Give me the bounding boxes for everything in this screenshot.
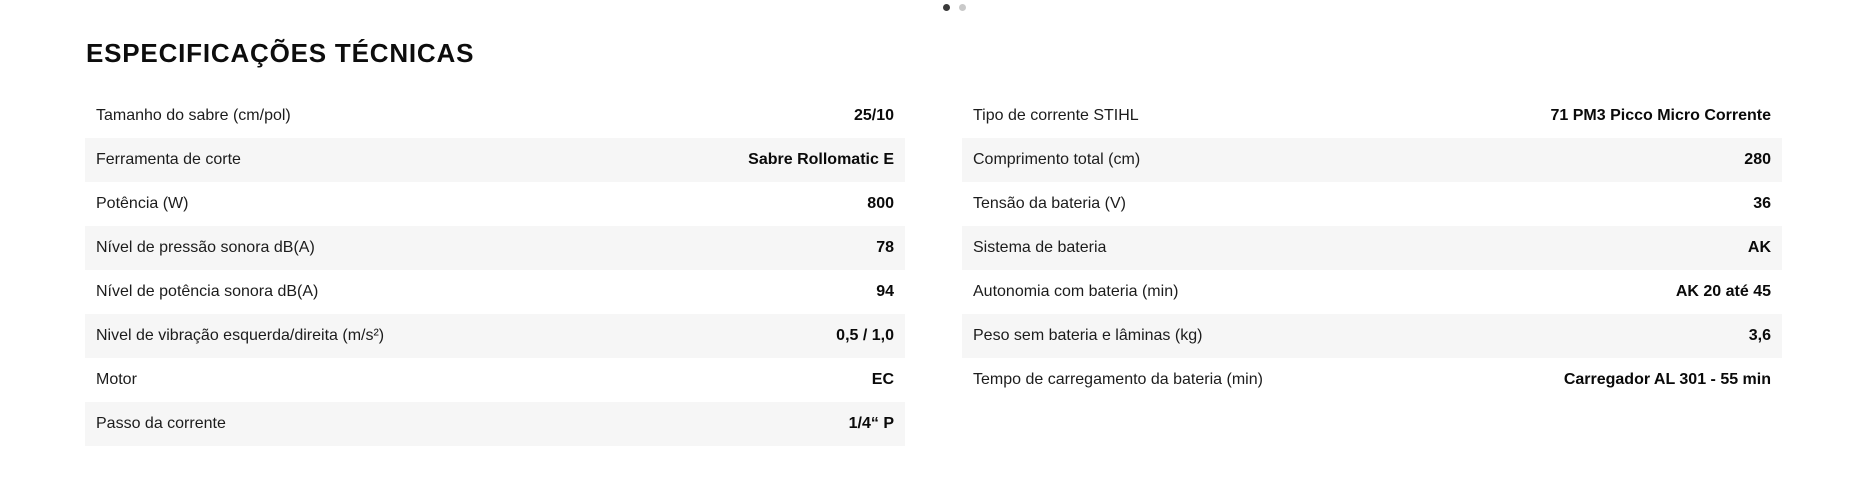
spec-label: Ferramenta de corte — [96, 151, 241, 168]
spec-label: Motor — [96, 371, 137, 388]
spec-label: Autonomia com bateria (min) — [973, 283, 1179, 300]
spec-value: 1/4“ P — [848, 415, 894, 432]
spec-value: AK 20 até 45 — [1675, 283, 1771, 300]
carousel-dot-2[interactable] — [959, 4, 966, 11]
spec-row — [85, 270, 905, 314]
spec-value: 0,5 / 1,0 — [836, 327, 894, 344]
carousel-dot-1[interactable] — [943, 4, 950, 11]
spec-label: Tempo de carregamento da bateria (min) — [973, 371, 1263, 388]
spec-row — [85, 358, 905, 402]
spec-row — [962, 314, 1782, 358]
spec-table-right — [962, 94, 1782, 446]
spec-row — [85, 314, 905, 358]
spec-row — [85, 226, 905, 270]
spec-row — [85, 94, 905, 138]
spec-value: 94 — [876, 283, 894, 300]
spec-row — [962, 138, 1782, 182]
spec-row — [85, 138, 905, 182]
spec-label: Passo da corrente — [96, 415, 226, 432]
spec-value: 78 — [876, 239, 894, 256]
spec-row — [962, 358, 1782, 402]
spec-value: Carregador AL 301 - 55 min — [1563, 371, 1771, 388]
spec-value: 71 PM3 Picco Micro Corrente — [1550, 107, 1771, 124]
spec-label: Potência (W) — [96, 195, 189, 212]
spec-label: Nível de pressão sonora dB(A) — [96, 239, 315, 256]
spec-label: Tensão da bateria (V) — [973, 195, 1126, 212]
spec-label: Nivel de vibração esquerda/direita (m/s²) — [96, 327, 385, 344]
spec-label: Peso sem bateria e lâminas (kg) — [973, 327, 1203, 344]
carousel-dots — [943, 4, 966, 11]
spec-value: Sabre Rollomatic E — [748, 151, 894, 168]
spec-value: 280 — [1744, 151, 1771, 168]
section-heading: ESPECIFICAÇÕES TÉCNICAS — [86, 38, 475, 68]
spec-label: Nível de potência sonora dB(A) — [96, 283, 319, 300]
spec-value: 36 — [1753, 195, 1771, 212]
spec-row — [85, 402, 905, 446]
spec-row — [962, 270, 1782, 314]
spec-label: Tipo de corrente STIHL — [973, 107, 1139, 124]
spec-row — [85, 182, 905, 226]
spec-value: 25/10 — [853, 107, 894, 124]
spec-label: Tamanho do sabre (cm/pol) — [96, 107, 291, 124]
spec-label: Sistema de bateria — [973, 239, 1107, 256]
spec-table-left — [85, 94, 905, 446]
spec-row — [962, 226, 1782, 270]
spec-row — [962, 94, 1782, 138]
spec-value: 3,6 — [1748, 327, 1771, 344]
spec-label: Comprimento total (cm) — [973, 151, 1141, 168]
spec-value: 800 — [867, 195, 894, 212]
spec-value: EC — [871, 371, 894, 388]
spec-tables — [85, 94, 1782, 446]
spec-row — [962, 182, 1782, 226]
spec-value: AK — [1747, 239, 1771, 256]
